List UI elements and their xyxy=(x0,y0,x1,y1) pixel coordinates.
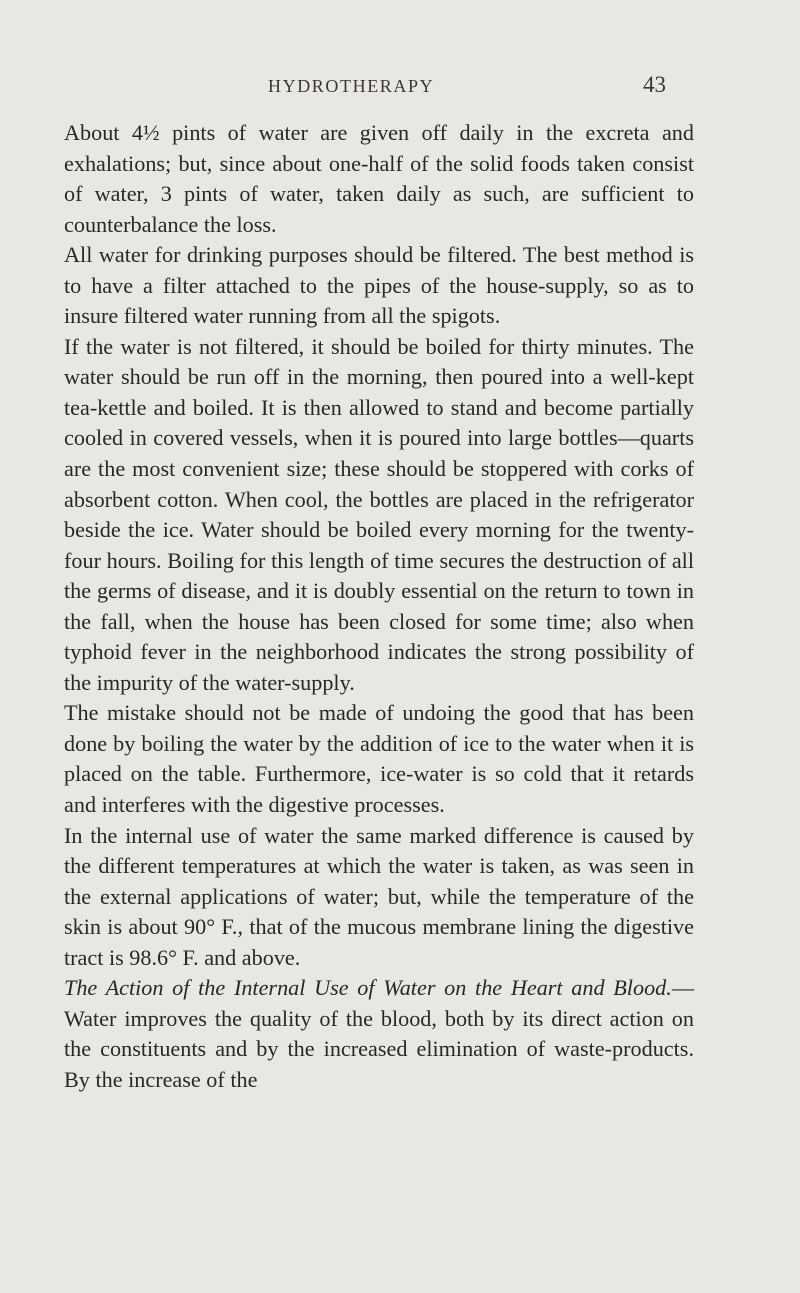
running-header xyxy=(0,72,800,106)
paragraph-internal-use: In the internal use of water the same marked difference is caused by the different temperatures at which the water is taken, as was seen in the external applications of water; but, while the temperature of the skin is about 90° F., that of the mucous membrane lining the digestive tract is 98.6° F. and above. xyxy=(64,822,694,970)
paragraph-boiling: If the water is not filtered, it should be boiled for thirty minutes. The water should be run off in the morning, then poured into a well-kept tea-kettle and boiled. It is then allowed to stand and become partially cooled in covered vessels, when it is poured into large bottles—quarts are the most convenient size; these should be stoppered with corks of absorbent cotton. When cool, the bottles are placed in the refrigerator beside the ice. Water should be boiled every morning for the twenty-four hours. Boiling for this length of time secures the destruction of all the germs of disease, and it is doubly essential on the return to town in the fall, when the house has been closed for some time; also when typhoid fever in the neighborhood indicates the strong possibility of the impurity of the water-supply. xyxy=(64,333,694,695)
running-title: HYDROTHERAPY xyxy=(268,76,435,96)
section-heading: The Action of the Internal Use of Water on the Heart and Blood. xyxy=(64,975,672,1001)
paragraph-heart-blood xyxy=(64,973,694,1095)
page-number: 43 xyxy=(643,72,666,97)
section-text: —Water improves the quality of the blood, both by its direct action on the constituents and by the increased elimination of waste-products. By the increase of the xyxy=(64,975,694,1092)
paragraph-water-loss: About 4½ pints of water are given off daily in the excreta and exhalations; but, since about one-half of the solid foods taken consist of water, 3 pints of water, taken daily as such, are sufficient to counterbalance the loss. xyxy=(64,120,694,237)
paragraph-filtering: All water for drinking purposes should be filtered. The best method is to have a filter attached to the pipes of the house-supply, so as to insure filtered water running from all the spigots. xyxy=(64,242,694,329)
body-text xyxy=(64,118,694,1096)
paragraph-ice-water: The mistake should not be made of undoing the good that has been done by boiling the water by the addition of ice to the water when it is placed on the table. Furthermore, ice-water is so cold that it retards and interferes with the digestive processes. xyxy=(64,700,694,818)
